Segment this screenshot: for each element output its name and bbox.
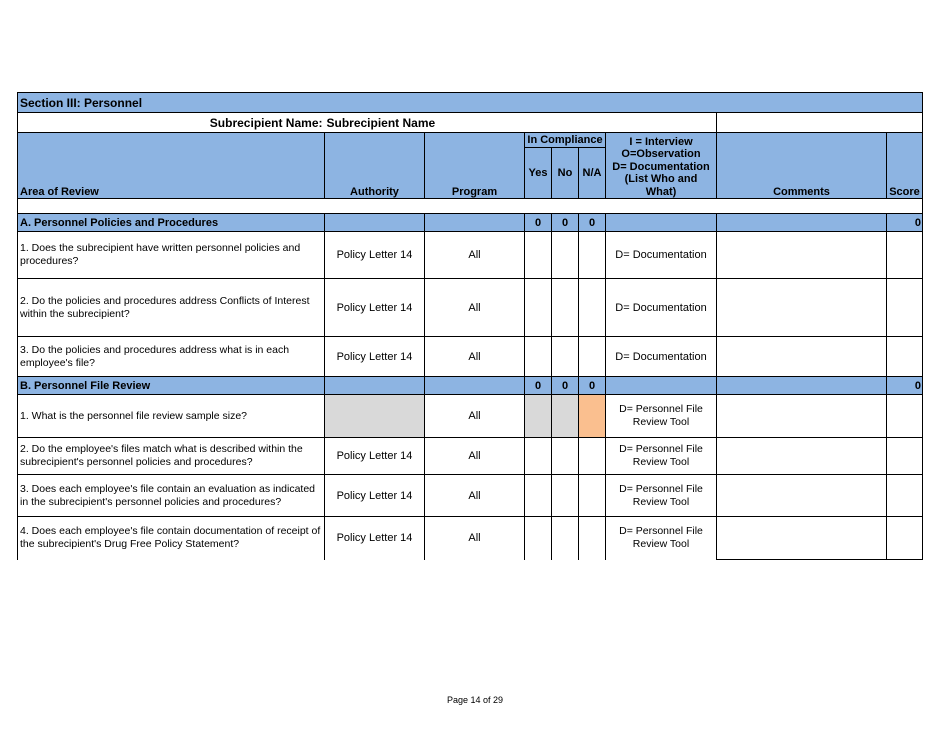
comments-cell[interactable]: [717, 475, 887, 517]
yes-cell[interactable]: [525, 475, 552, 517]
header-area: Area of Review: [18, 133, 325, 199]
yes-cell[interactable]: [525, 232, 552, 279]
question-text: 4. Does each employee's file contain documentation of receipt of the subrecipient's Drug Free Policy Statement?: [18, 517, 325, 560]
table-row: [18, 475, 923, 517]
na-cell[interactable]: [579, 337, 606, 377]
authority-cell: [325, 395, 425, 438]
header-authority: Authority: [325, 133, 425, 199]
question-text: 1. What is the personnel file review sample size?: [18, 395, 325, 438]
method-cell: D= Documentation: [606, 279, 717, 337]
section-b-title: B. Personnel File Review: [18, 377, 325, 395]
program-cell: All: [425, 395, 525, 438]
question-text: 3. Do the policies and procedures address what is in each employee's file?: [18, 337, 325, 377]
program-cell: All: [425, 517, 525, 560]
header-in-compliance: In Compliance: [525, 133, 606, 148]
section-b-yes-total: 0: [525, 377, 552, 395]
section-b-row: [18, 377, 923, 395]
section-a-na-total: 0: [579, 214, 606, 232]
comments-cell[interactable]: [717, 279, 887, 337]
no-cell[interactable]: [552, 279, 579, 337]
subrecipient-label: Subrecipient Name:: [18, 113, 325, 133]
comments-cell[interactable]: [717, 395, 887, 438]
yes-cell[interactable]: [525, 337, 552, 377]
program-cell: All: [425, 337, 525, 377]
review-table: [17, 92, 923, 560]
method-cell: D= Personnel File Review Tool: [606, 395, 717, 438]
comments-cell[interactable]: [717, 438, 887, 475]
table-row: [18, 279, 923, 337]
score-cell: [887, 232, 923, 279]
method-cell: D= Documentation: [606, 337, 717, 377]
no-cell[interactable]: [552, 475, 579, 517]
method-cell: D= Documentation: [606, 232, 717, 279]
comments-cell[interactable]: [717, 517, 887, 560]
score-cell: [887, 279, 923, 337]
section-b-no-total: 0: [552, 377, 579, 395]
no-cell[interactable]: [552, 232, 579, 279]
score-cell: [887, 517, 923, 560]
question-text: 3. Does each employee's file contain an evaluation as indicated in the subrecipient's personnel policies and procedures?: [18, 475, 325, 517]
header-row-1: [18, 133, 923, 148]
question-text: 2. Do the employee's files match what is described within the subrecipient's personnel policies and procedures?: [18, 438, 325, 475]
spacer-row: [18, 199, 923, 214]
section-a-no-total: 0: [552, 214, 579, 232]
na-cell[interactable]: [579, 475, 606, 517]
score-cell: [887, 337, 923, 377]
subrecipient-row: [18, 113, 923, 133]
table-row: [18, 337, 923, 377]
section-a-title: A. Personnel Policies and Procedures: [18, 214, 325, 232]
section-a-row: [18, 214, 923, 232]
program-cell: All: [425, 438, 525, 475]
yes-cell[interactable]: [525, 517, 552, 560]
section-b-na-total: 0: [579, 377, 606, 395]
no-cell[interactable]: [552, 517, 579, 560]
comments-cell[interactable]: [717, 337, 887, 377]
na-cell[interactable]: [579, 517, 606, 560]
section-title: Section III: Personnel: [18, 93, 923, 113]
table-row: [18, 438, 923, 475]
authority-cell: Policy Letter 14: [325, 279, 425, 337]
program-cell: All: [425, 475, 525, 517]
header-comments: Comments: [717, 133, 887, 199]
yes-cell[interactable]: [525, 438, 552, 475]
method-cell: D= Personnel File Review Tool: [606, 475, 717, 517]
header-program: Program: [425, 133, 525, 199]
section-b-score: 0: [887, 377, 923, 395]
method-line-4: (List Who and What): [624, 173, 698, 198]
page-number: Page 14 of 29: [446, 695, 504, 705]
score-cell: [887, 438, 923, 475]
authority-cell: Policy Letter 14: [325, 438, 425, 475]
authority-cell: Policy Letter 14: [325, 475, 425, 517]
no-cell[interactable]: [552, 337, 579, 377]
authority-cell: Policy Letter 14: [325, 337, 425, 377]
na-cell[interactable]: [579, 438, 606, 475]
program-cell: All: [425, 279, 525, 337]
no-cell[interactable]: [552, 395, 579, 438]
header-method: [606, 133, 717, 199]
header-yes: Yes: [525, 148, 552, 199]
method-line-2: O=Observation: [621, 148, 701, 160]
score-cell: [887, 475, 923, 517]
no-cell[interactable]: [552, 438, 579, 475]
header-score: Score: [887, 133, 923, 199]
method-cell: D= Personnel File Review Tool: [606, 438, 717, 475]
score-cell: [887, 395, 923, 438]
header-na: N/A: [579, 148, 606, 199]
method-line-1: I = Interview: [629, 135, 693, 148]
program-cell: All: [425, 232, 525, 279]
table-row: [18, 232, 923, 279]
yes-cell[interactable]: [525, 395, 552, 438]
section-a-yes-total: 0: [525, 214, 552, 232]
yes-cell[interactable]: [525, 279, 552, 337]
authority-cell: Policy Letter 14: [325, 517, 425, 560]
method-cell: D= Personnel File Review Tool: [606, 517, 717, 560]
question-text: 2. Do the policies and procedures address Conflicts of Interest within the subrecipient?: [18, 279, 325, 337]
method-line-3: D= Documentation: [612, 160, 710, 173]
na-cell[interactable]: [579, 232, 606, 279]
section-title-row: [18, 93, 923, 113]
header-no: No: [552, 148, 579, 199]
table-row: [18, 395, 923, 438]
authority-cell: Policy Letter 14: [325, 232, 425, 279]
question-text: 1. Does the subrecipient have written personnel policies and procedures?: [18, 232, 325, 279]
subrecipient-name[interactable]: Subrecipient Name: [325, 113, 717, 133]
subrecipient-blank: [717, 113, 923, 133]
section-a-score: 0: [887, 214, 923, 232]
na-cell[interactable]: [579, 395, 606, 438]
comments-cell[interactable]: [717, 232, 887, 279]
table-row: [18, 517, 923, 560]
na-cell[interactable]: [579, 279, 606, 337]
